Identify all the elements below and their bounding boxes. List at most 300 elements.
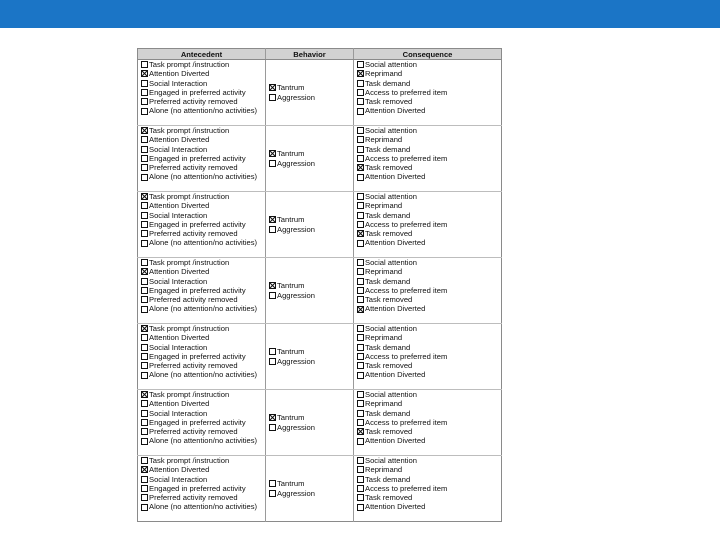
empty-box-icon[interactable] (141, 174, 148, 181)
empty-box-icon[interactable] (269, 94, 276, 101)
empty-box-icon[interactable] (141, 164, 148, 171)
antecedent-option (141, 390, 265, 399)
empty-box-icon[interactable] (141, 353, 148, 360)
antecedent-option (141, 277, 265, 286)
table-header-row (138, 49, 502, 60)
antecedent-option-label: Social Interaction (149, 276, 208, 286)
empty-box-icon[interactable] (357, 278, 364, 285)
consequence-option-label: Attention Diverted (365, 172, 426, 182)
header-behavior: Behavior (266, 49, 354, 60)
table-row (138, 192, 502, 258)
empty-box-icon[interactable] (357, 457, 364, 464)
empty-box-icon[interactable] (141, 287, 148, 294)
antecedent-option (141, 69, 265, 78)
checked-box-icon[interactable] (357, 306, 364, 313)
consequence-option-label: Attention Diverted (365, 304, 426, 314)
empty-box-icon[interactable] (357, 466, 364, 473)
antecedent-option-label: Attention Diverted (149, 201, 210, 211)
checked-box-icon[interactable] (141, 268, 148, 275)
consequence-option-label: Task demand (365, 408, 411, 418)
empty-box-icon[interactable] (141, 457, 148, 464)
empty-box-icon[interactable] (141, 230, 148, 237)
empty-box-icon[interactable] (141, 136, 148, 143)
antecedent-option (141, 79, 265, 88)
consequence-option (357, 211, 501, 220)
empty-box-icon[interactable] (141, 362, 148, 369)
consequence-cell (354, 390, 502, 456)
empty-box-icon[interactable] (357, 89, 364, 96)
consequence-option-label: Access to preferred item (365, 219, 448, 229)
behavior-option (269, 423, 353, 432)
empty-box-icon[interactable] (357, 391, 364, 398)
consequence-option (357, 60, 501, 69)
behavior-option-label: Tantrum (277, 215, 305, 225)
consequence-option (357, 436, 501, 445)
empty-box-icon[interactable] (141, 296, 148, 303)
checked-box-icon[interactable] (141, 466, 148, 473)
empty-box-icon[interactable] (357, 202, 364, 209)
behavior-option (269, 159, 353, 168)
consequence-option (357, 126, 501, 135)
consequence-option (357, 88, 501, 97)
empty-box-icon[interactable] (141, 80, 148, 87)
consequence-option-label: Access to preferred item (365, 285, 448, 295)
checked-box-icon[interactable] (357, 428, 364, 435)
consequence-option-label: Task demand (365, 342, 411, 352)
consequence-option (357, 258, 501, 267)
antecedent-option (141, 352, 265, 361)
empty-box-icon[interactable] (357, 146, 364, 153)
empty-box-icon[interactable] (357, 98, 364, 105)
antecedent-option (141, 370, 265, 379)
header-consequence: Consequence (354, 49, 502, 60)
antecedent-option-label: Preferred activity removed (149, 97, 238, 107)
checked-box-icon[interactable] (357, 164, 364, 171)
empty-box-icon[interactable] (357, 344, 364, 351)
antecedent-option (141, 201, 265, 210)
checked-box-icon[interactable] (269, 414, 276, 421)
antecedent-option (141, 60, 265, 69)
antecedent-cell (138, 324, 266, 390)
consequence-option-label: Task demand (365, 474, 411, 484)
empty-box-icon[interactable] (357, 287, 364, 294)
consequence-option (357, 352, 501, 361)
empty-box-icon[interactable] (141, 259, 148, 266)
checked-box-icon[interactable] (141, 391, 148, 398)
antecedent-option (141, 343, 265, 352)
empty-box-icon[interactable] (357, 362, 364, 369)
antecedent-option-label: Preferred activity removed (149, 295, 238, 305)
antecedent-option (141, 135, 265, 144)
checked-box-icon[interactable] (269, 150, 276, 157)
consequence-option-label: Reprimand (365, 69, 403, 79)
antecedent-option (141, 409, 265, 418)
empty-box-icon[interactable] (269, 226, 276, 233)
consequence-option (357, 493, 501, 502)
table-row (138, 324, 502, 390)
antecedent-option-label: Task prompt /instruction (149, 390, 230, 399)
antecedent-option-label: Engaged in preferred activity (149, 87, 246, 97)
consequence-option-label: Task removed (365, 163, 413, 173)
antecedent-option-label: Social Interaction (149, 144, 208, 154)
consequence-option (357, 238, 501, 247)
behavior-option (269, 83, 353, 92)
consequence-option-label: Reprimand (365, 333, 403, 343)
empty-box-icon[interactable] (357, 410, 364, 417)
empty-box-icon[interactable] (141, 240, 148, 247)
empty-box-icon[interactable] (141, 278, 148, 285)
consequence-option (357, 304, 501, 313)
antecedent-option-label: Attention Diverted (149, 399, 210, 409)
empty-box-icon[interactable] (141, 476, 148, 483)
empty-box-icon[interactable] (357, 127, 364, 134)
consequence-option-label: Task removed (365, 493, 413, 503)
consequence-option (357, 267, 501, 276)
consequence-option (357, 106, 501, 115)
consequence-option (357, 333, 501, 342)
consequence-option-label: Task removed (365, 295, 413, 305)
antecedent-option (141, 145, 265, 154)
antecedent-cell (138, 456, 266, 522)
empty-box-icon[interactable] (269, 160, 276, 167)
consequence-option (357, 154, 501, 163)
empty-box-icon[interactable] (357, 61, 364, 68)
antecedent-option-label: Social Interaction (149, 408, 208, 418)
antecedent-option (141, 427, 265, 436)
checked-box-icon[interactable] (269, 84, 276, 91)
consequence-option (357, 69, 501, 78)
empty-box-icon[interactable] (357, 212, 364, 219)
consequence-cell (354, 60, 502, 126)
antecedent-option-label: Task prompt /instruction (149, 258, 230, 267)
consequence-option-label: Social attention (365, 258, 417, 267)
antecedent-cell (138, 126, 266, 192)
behavior-option-label: Tantrum (277, 281, 305, 291)
antecedent-option-label: Preferred activity removed (149, 361, 238, 371)
antecedent-option-label: Social Interaction (149, 78, 208, 88)
antecedent-option (141, 333, 265, 342)
checked-box-icon[interactable] (141, 127, 148, 134)
consequence-option-label: Reprimand (365, 267, 403, 277)
empty-box-icon[interactable] (357, 494, 364, 501)
empty-box-icon[interactable] (141, 410, 148, 417)
empty-box-icon[interactable] (141, 485, 148, 492)
consequence-option-label: Social attention (365, 60, 417, 69)
consequence-option (357, 343, 501, 352)
empty-box-icon[interactable] (141, 306, 148, 313)
antecedent-option (141, 361, 265, 370)
antecedent-option (141, 324, 265, 333)
antecedent-cell (138, 258, 266, 324)
title-banner (0, 0, 720, 28)
consequence-option-label: Access to preferred item (365, 483, 448, 493)
empty-box-icon[interactable] (357, 136, 364, 143)
consequence-option (357, 192, 501, 201)
behavior-option-label: Aggression (277, 422, 315, 432)
empty-box-icon[interactable] (357, 438, 364, 445)
empty-box-icon[interactable] (269, 348, 276, 355)
table-row (138, 390, 502, 456)
behavior-option (269, 225, 353, 234)
behavior-cell (266, 456, 354, 522)
consequence-option-label: Reprimand (365, 201, 403, 211)
behavior-option (269, 93, 353, 102)
antecedent-option (141, 97, 265, 106)
antecedent-option-label: Alone (no attention/no activities) (149, 172, 258, 182)
empty-box-icon[interactable] (141, 419, 148, 426)
antecedent-option (141, 436, 265, 445)
empty-box-icon[interactable] (357, 400, 364, 407)
empty-box-icon[interactable] (357, 485, 364, 492)
consequence-option (357, 145, 501, 154)
consequence-option (357, 277, 501, 286)
empty-box-icon[interactable] (141, 98, 148, 105)
empty-box-icon[interactable] (357, 155, 364, 162)
empty-box-icon[interactable] (141, 400, 148, 407)
consequence-option (357, 399, 501, 408)
behavior-option (269, 281, 353, 290)
consequence-option-label: Task removed (365, 97, 413, 107)
table-row (138, 60, 502, 126)
empty-box-icon[interactable] (141, 334, 148, 341)
checked-box-icon[interactable] (269, 282, 276, 289)
checked-box-icon[interactable] (357, 70, 364, 77)
consequence-option-label: Task removed (365, 427, 413, 437)
empty-box-icon[interactable] (141, 108, 148, 115)
empty-box-icon[interactable] (141, 89, 148, 96)
empty-box-icon[interactable] (141, 61, 148, 68)
antecedent-option-label: Task prompt /instruction (149, 192, 230, 201)
antecedent-option-label: Alone (no attention/no activities) (149, 436, 258, 446)
antecedent-option (141, 220, 265, 229)
antecedent-option-label: Alone (no attention/no activities) (149, 238, 258, 248)
consequence-option-label: Task removed (365, 229, 413, 239)
consequence-option-label: Attention Diverted (365, 436, 426, 446)
behavior-option-label: Tantrum (277, 479, 305, 489)
consequence-option (357, 79, 501, 88)
antecedent-option (141, 238, 265, 247)
antecedent-option (141, 295, 265, 304)
antecedent-option (141, 418, 265, 427)
empty-box-icon[interactable] (357, 240, 364, 247)
antecedent-option-label: Alone (no attention/no activities) (149, 502, 258, 512)
empty-box-icon[interactable] (357, 268, 364, 275)
empty-box-icon[interactable] (357, 174, 364, 181)
empty-box-icon[interactable] (357, 476, 364, 483)
antecedent-option-label: Attention Diverted (149, 69, 210, 79)
antecedent-option (141, 475, 265, 484)
behavior-option-label: Aggression (277, 92, 315, 102)
empty-box-icon[interactable] (141, 438, 148, 445)
consequence-option-label: Social attention (365, 126, 417, 135)
consequence-option (357, 97, 501, 106)
antecedent-option-label: Preferred activity removed (149, 493, 238, 503)
antecedent-option (141, 286, 265, 295)
behavior-option-label: Aggression (277, 290, 315, 300)
consequence-option-label: Reprimand (365, 465, 403, 475)
table-row (138, 126, 502, 192)
consequence-option (357, 361, 501, 370)
empty-box-icon[interactable] (269, 480, 276, 487)
empty-box-icon[interactable] (357, 372, 364, 379)
consequence-option (357, 295, 501, 304)
empty-box-icon[interactable] (357, 80, 364, 87)
antecedent-option-label: Attention Diverted (149, 333, 210, 343)
empty-box-icon[interactable] (141, 372, 148, 379)
behavior-cell (266, 192, 354, 258)
antecedent-option (141, 304, 265, 313)
consequence-cell (354, 456, 502, 522)
antecedent-option-label: Alone (no attention/no activities) (149, 370, 258, 380)
empty-box-icon[interactable] (141, 202, 148, 209)
consequence-option (357, 502, 501, 511)
antecedent-option-label: Engaged in preferred activity (149, 483, 246, 493)
empty-box-icon[interactable] (141, 504, 148, 511)
table-row (138, 258, 502, 324)
empty-box-icon[interactable] (141, 212, 148, 219)
empty-box-icon[interactable] (357, 296, 364, 303)
consequence-option (357, 370, 501, 379)
empty-box-icon[interactable] (357, 353, 364, 360)
behavior-cell (266, 60, 354, 126)
behavior-option-label: Aggression (277, 356, 315, 366)
consequence-option-label: Access to preferred item (365, 153, 448, 163)
consequence-option (357, 172, 501, 181)
consequence-option-label: Task demand (365, 210, 411, 220)
antecedent-option-label: Social Interaction (149, 210, 208, 220)
empty-box-icon[interactable] (357, 193, 364, 200)
behavior-option-label: Aggression (277, 488, 315, 498)
consequence-option (357, 229, 501, 238)
antecedent-option (141, 258, 265, 267)
consequence-option-label: Task demand (365, 78, 411, 88)
behavior-option (269, 149, 353, 158)
consequence-option (357, 484, 501, 493)
consequence-cell (354, 258, 502, 324)
behavior-option (269, 215, 353, 224)
consequence-option (357, 475, 501, 484)
consequence-option-label: Attention Diverted (365, 238, 426, 248)
consequence-option-label: Attention Diverted (365, 106, 426, 116)
empty-box-icon[interactable] (141, 428, 148, 435)
checked-box-icon[interactable] (141, 70, 148, 77)
checked-box-icon[interactable] (141, 325, 148, 332)
antecedent-option (141, 399, 265, 408)
empty-box-icon[interactable] (141, 155, 148, 162)
consequence-option (357, 220, 501, 229)
consequence-option-label: Social attention (365, 456, 417, 465)
behavior-option (269, 291, 353, 300)
empty-box-icon[interactable] (357, 259, 364, 266)
behavior-option-label: Tantrum (277, 149, 305, 159)
checked-box-icon[interactable] (357, 230, 364, 237)
antecedent-option (141, 456, 265, 465)
antecedent-option-label: Attention Diverted (149, 135, 210, 145)
empty-box-icon[interactable] (357, 108, 364, 115)
consequence-option (357, 390, 501, 399)
consequence-option (357, 456, 501, 465)
antecedent-option (141, 172, 265, 181)
empty-box-icon[interactable] (141, 494, 148, 501)
empty-box-icon[interactable] (141, 221, 148, 228)
antecedent-option-label: Social Interaction (149, 342, 208, 352)
empty-box-icon[interactable] (269, 490, 276, 497)
antecedent-option-label: Preferred activity removed (149, 163, 238, 173)
empty-box-icon[interactable] (357, 419, 364, 426)
behavior-option-label: Aggression (277, 158, 315, 168)
antecedent-option-label: Attention Diverted (149, 267, 210, 277)
behavior-option-label: Tantrum (277, 347, 305, 357)
consequence-option-label: Social attention (365, 192, 417, 201)
antecedent-option-label: Task prompt /instruction (149, 456, 230, 465)
consequence-option-label: Access to preferred item (365, 351, 448, 361)
antecedent-option-label: Attention Diverted (149, 465, 210, 475)
consequence-option-label: Social attention (365, 324, 417, 333)
antecedent-option-label: Engaged in preferred activity (149, 153, 246, 163)
consequence-option-label: Task removed (365, 361, 413, 371)
empty-box-icon[interactable] (269, 424, 276, 431)
empty-box-icon[interactable] (141, 146, 148, 153)
empty-box-icon[interactable] (269, 292, 276, 299)
antecedent-option (141, 154, 265, 163)
consequence-option-label: Social attention (365, 390, 417, 399)
antecedent-option (141, 229, 265, 238)
empty-box-icon[interactable] (357, 325, 364, 332)
table-row (138, 456, 502, 522)
empty-box-icon[interactable] (357, 504, 364, 511)
consequence-option (357, 201, 501, 210)
antecedent-option-label: Engaged in preferred activity (149, 351, 246, 361)
consequence-cell (354, 324, 502, 390)
behavior-option (269, 479, 353, 488)
consequence-option (357, 418, 501, 427)
abc-data-table (137, 48, 502, 522)
behavior-option (269, 347, 353, 356)
empty-box-icon[interactable] (357, 334, 364, 341)
antecedent-option-label: Task prompt /instruction (149, 126, 230, 135)
consequence-option (357, 135, 501, 144)
checked-box-icon[interactable] (141, 193, 148, 200)
behavior-cell (266, 324, 354, 390)
checked-box-icon[interactable] (269, 216, 276, 223)
antecedent-option (141, 126, 265, 135)
consequence-option-label: Reprimand (365, 135, 403, 145)
antecedent-option (141, 502, 265, 511)
antecedent-option (141, 211, 265, 220)
antecedent-option (141, 163, 265, 172)
behavior-cell (266, 390, 354, 456)
empty-box-icon[interactable] (357, 221, 364, 228)
antecedent-option-label: Preferred activity removed (149, 427, 238, 437)
antecedent-option-label: Engaged in preferred activity (149, 219, 246, 229)
antecedent-option (141, 465, 265, 474)
consequence-option (357, 324, 501, 333)
consequence-option-label: Access to preferred item (365, 87, 448, 97)
consequence-cell (354, 192, 502, 258)
consequence-option-label: Access to preferred item (365, 417, 448, 427)
behavior-option (269, 357, 353, 366)
empty-box-icon[interactable] (269, 358, 276, 365)
empty-box-icon[interactable] (141, 344, 148, 351)
behavior-cell (266, 258, 354, 324)
antecedent-option-label: Social Interaction (149, 474, 208, 484)
behavior-cell (266, 126, 354, 192)
consequence-option-label: Reprimand (365, 399, 403, 409)
consequence-option-label: Attention Diverted (365, 370, 426, 380)
consequence-cell (354, 126, 502, 192)
antecedent-option (141, 88, 265, 97)
antecedent-option (141, 192, 265, 201)
